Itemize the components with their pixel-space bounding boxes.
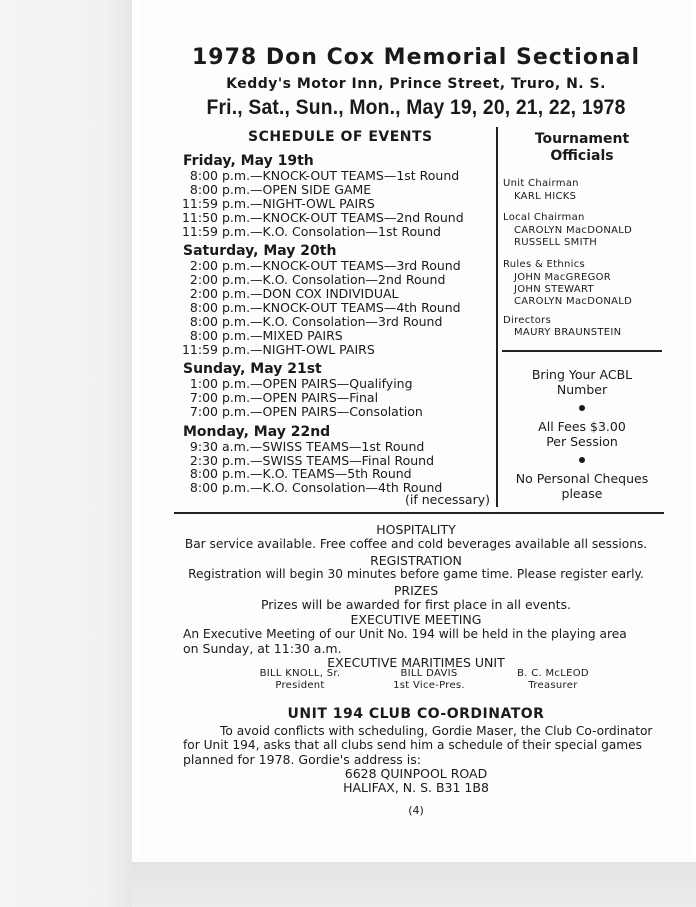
official-name: CAROLYN MacDONALD	[514, 296, 633, 307]
coordinator-heading: UNIT 194 CLUB CO-ORDINATOR	[287, 706, 545, 722]
schedule-heading: SCHEDULE OF EVENTS	[248, 129, 433, 145]
section-divider	[174, 512, 664, 514]
official-role: Rules & Ethnics	[503, 259, 586, 270]
meeting-heading: EXECUTIVE MEETING	[350, 612, 482, 627]
official-role: Unit Chairman	[503, 178, 579, 189]
event-text: p.m.—K.O. TEAMS—5th Round	[222, 466, 412, 481]
event-text: p.m.—SWISS TEAMS—Final Round	[222, 453, 435, 468]
event-text: p.m.—DON COX INDIVIDUAL	[222, 286, 399, 301]
event-text: p.m.—KNOCK-OUT TEAMS—2nd Round	[222, 210, 464, 225]
signatory-title: 1st Vice-Pres.	[393, 680, 465, 691]
document-title: 1978 Don Cox Memorial Sectional	[191, 45, 640, 70]
scan-background-bottom	[132, 862, 696, 907]
unit-heading: EXECUTIVE MARITIMES UNIT	[327, 655, 505, 670]
event-text: p.m.—KNOCK-OUT TEAMS—3rd Round	[222, 258, 461, 273]
bullet-icon	[579, 405, 585, 411]
dates-line: Fri., Sat., Sun., Mon., May 19, 20, 21, 22, 1978	[206, 96, 626, 119]
day-heading-monday: Monday, May 22nd	[183, 424, 331, 440]
address-line2: HALIFAX, N. S. B31 1B8	[343, 780, 489, 795]
cheques-notice-line2: please	[561, 486, 603, 501]
official-role: Directors	[503, 315, 552, 326]
hospitality-text: Bar service available. Free coffee and cold beverages available all sessions.	[184, 537, 648, 551]
event-text: p.m.—OPEN PAIRS—Final	[222, 390, 379, 405]
prizes-text: Prizes will be awarded for first place in all events.	[260, 597, 572, 612]
event-text: p.m.—K.O. Consolation—1st Round	[222, 224, 441, 239]
official-name: CAROLYN MacDONALD	[514, 225, 633, 236]
bullet-icon	[579, 457, 585, 463]
cheques-notice-line1: No Personal Cheques	[515, 471, 649, 486]
day-heading-saturday: Saturday, May 20th	[183, 243, 337, 259]
schedule-note: (if necessary)	[405, 492, 490, 507]
official-name: RUSSELL SMITH	[514, 237, 598, 248]
day-heading-sunday: Sunday, May 21st	[183, 361, 322, 377]
event-text: p.m.—OPEN PAIRS—Qualifying	[222, 376, 413, 391]
fees-notice-line1: All Fees $3.00	[538, 419, 626, 434]
event-text: p.m.—MIXED PAIRS	[222, 328, 343, 343]
signatory-name: BILL KNOLL, Sr.	[259, 668, 341, 679]
scan-background	[0, 0, 132, 907]
acbl-notice-line2: Number	[556, 382, 608, 397]
event-text: p.m.—K.O. Consolation—2nd Round	[222, 272, 446, 287]
signatory-vice-president	[359, 668, 499, 692]
officials-divider	[502, 350, 662, 352]
prizes-heading: PRIZES	[393, 583, 439, 598]
coordinator-text-line1: To avoid conflicts with scheduling, Gordie Maser, the Club Co-ordinator	[220, 724, 653, 738]
document-page: 1978 Don Cox Memorial Sectional Keddy's Motor Inn, Prince Street, Truro, N. S. Fri., Sat., Sun., Mon., May 19, 20, 21, 22, 1978 SCHEDULE OF EVENTS Friday, May 19th 8:00 p.m.—KNOCK-OUT TEAMS—1st Round 8:00 p.m.—OPEN SIDE GAME 11:59 p.m.—NIGHT-OWL PAIRS 11:50 p.m.—KNOCK-OUT TEAMS—2nd Round 11:59 p.m.—K.O. Consolation—1st Round Saturday, May 20th 2:00 p.m.—KNOCK-OUT TEAMS—3rd Round 2:00 p.m.—K.O. Consolation—2nd Round 2:00 p.m.—DON COX INDIVIDUAL 8:00 p.m.—KNOCK-OUT TEAMS—4th Round 8:00 p.m.—K.O. Consolation—3rd Round 8:00 p.m.—MIXED PAIRS 11:59 p.m.—NIGHT-OWL PAIRS Sunday, May 21st 1:00 p.m.—OPEN PAIRS—Qualifying 7:00 p.m.—OPEN PAIRS—Final 7:00 p.m.—OPEN PAIRS—Consolation Monday, May 22nd 9:30 a.m.—SWISS TEAMS—1st Round 2:30 p.m.—SWISS TEAMS—Final Round 8:00 p.m.—K.O. TEAMS—5th Round 8:00 p.m.—K.O. Consolation—4th Round (if necessary) Tournament Officials Unit Chairman KARL HICKS Local Chairman CAROLYN MacDONALD RUSSELL SMITH Rules & Ethnics JOHN MacGREGOR JOHN STEWART CAROLYN MacDONALD Directors MAURY BRAUNSTEIN Bring Your ACBL Number All Fees $3.00 Per Session No Personal Cheques please HOSPITALITY Bar service available. Free coffee and cold beverages available all sessions. REGISTRATION Registration will begin 30 minutes before game time. Please register early. PRIZES Prizes will be awarded for first place in all events. EXECUTIVE MEETING An Executive Meeting of our Unit No. 194 will be held in the playing area on Sunday, at 11:30 a.m. EXECUTIVE MARITIMES UNIT BILL KNOLL, Sr. President BILL DAVIS 1st Vice-Pres. B. C. McLEOD Treasurer UNIT 194 CLUB CO-ORDINATOR To avoid conflicts with scheduling, Gordie Maser, the Club Co-ordinator for Unit 194, asks that all clubs send him a schedule of their special games planned for 1978. Gordie's address is: 6628 QUINPOOL ROAD HALIFAX, N. S. B31 1B8 (4)	[140, 0, 692, 862]
official-role: Local Chairman	[503, 212, 585, 223]
venue-line: Keddy's Motor Inn, Prince Street, Truro, N. S.	[226, 76, 606, 92]
signatory-treasurer	[483, 668, 623, 692]
event-text: p.m.—NIGHT-OWL PAIRS	[222, 342, 375, 357]
day-heading-friday: Friday, May 19th	[183, 153, 314, 169]
signatory-name: B. C. McLEOD	[517, 668, 589, 679]
acbl-notice-line1: Bring Your ACBL	[531, 367, 633, 382]
event-text: p.m.—KNOCK-OUT TEAMS—4th Round	[222, 300, 461, 315]
address-line1: 6628 QUINPOOL ROAD	[344, 766, 488, 781]
page-number: (4)	[408, 804, 424, 817]
coordinator-text-line3: planned for 1978. Gordie's address is:	[183, 752, 421, 767]
event-text: p.m.—OPEN PAIRS—Consolation	[222, 404, 423, 419]
registration-heading: REGISTRATION	[370, 553, 462, 568]
column-divider	[496, 127, 498, 507]
meeting-text-line2: on Sunday, at 11:30 a.m.	[183, 641, 342, 656]
signatory-title: Treasurer	[528, 680, 578, 691]
hospitality-heading: HOSPITALITY	[376, 522, 456, 537]
officials-heading	[500, 131, 664, 165]
event-text: p.m.—OPEN SIDE GAME	[222, 182, 372, 197]
official-name: JOHN MacGREGOR	[514, 272, 612, 283]
officials-heading-line1: Tournament	[534, 131, 630, 147]
event-text: a.m.—SWISS TEAMS—1st Round	[222, 439, 425, 454]
fees-notice-line2: Per Session	[546, 434, 618, 449]
officials-heading-line2: Officials	[550, 148, 614, 164]
event-text: p.m.—NIGHT-OWL PAIRS	[222, 196, 375, 211]
official-name: KARL HICKS	[514, 191, 577, 202]
signatory-name: BILL DAVIS	[400, 668, 458, 679]
event-text: p.m.—KNOCK-OUT TEAMS—1st Round	[222, 168, 460, 183]
coordinator-text-line2: for Unit 194, asks that all clubs send him a schedule of their special games	[183, 738, 643, 752]
registration-text: Registration will begin 30 minutes before game time. Please register early.	[188, 567, 644, 581]
event-text: p.m.—K.O. Consolation—4th Round	[222, 480, 443, 495]
signatory-president	[230, 668, 370, 692]
event-text: p.m.—K.O. Consolation—3rd Round	[222, 314, 443, 329]
official-name: MAURY BRAUNSTEIN	[514, 327, 622, 338]
signatory-title: President	[275, 680, 325, 691]
meeting-text-line1: An Executive Meeting of our Unit No. 194 will be held in the playing area	[183, 627, 627, 641]
official-name: JOHN STEWART	[514, 284, 594, 295]
